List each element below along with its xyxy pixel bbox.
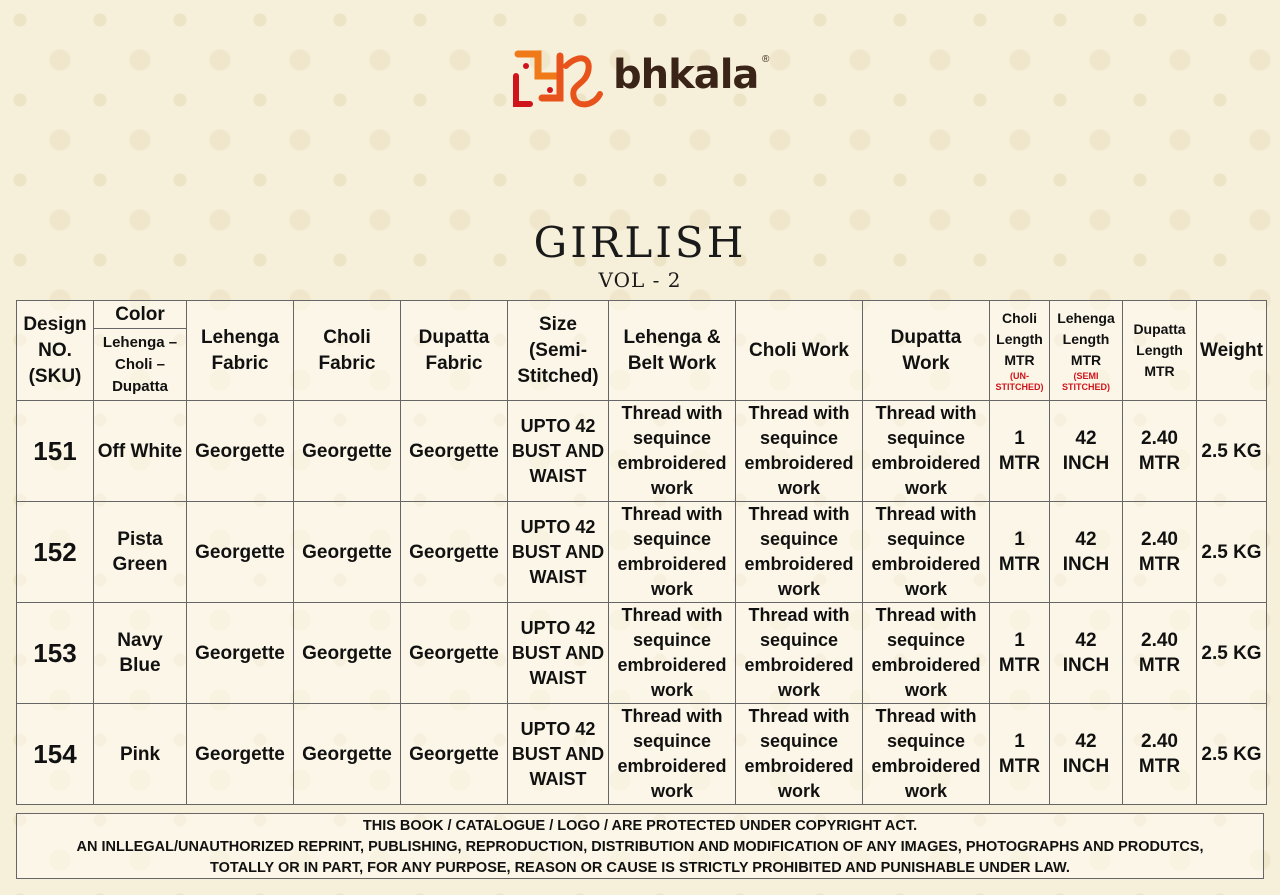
lehenga-work-cell: Thread with sequince embroidered work [609,704,736,805]
header-dupatta-fabric: Dupatta Fabric [401,301,508,401]
dupatta-work-cell: Thread with sequince embroidered work [863,603,990,704]
weight-cell: 2.5 KG [1197,603,1267,704]
choli-length-cell: 1 MTR [990,603,1050,704]
header-dupatta-length: Dupatta Length MTR [1123,301,1197,401]
table-row [17,401,1267,502]
header-choli-length [990,301,1050,401]
header-color: Color [94,301,187,329]
header-choli-length-label: Choli Length MTR [996,310,1043,368]
copyright-notice [16,813,1264,879]
header-size: Size (Semi-Stitched) [508,301,609,401]
lehenga-fabric-cell: Georgette [187,502,294,603]
choli-length-cell: 1 MTR [990,401,1050,502]
lehenga-length-cell: 42 INCH [1050,502,1123,603]
design-no-cell: 152 [17,502,94,603]
header-lehenga-length-label: Lehenga Length MTR [1057,310,1115,368]
lehenga-work-cell: Thread with sequince embroidered work [609,502,736,603]
choli-work-cell: Thread with sequince embroidered work [736,704,863,805]
dupatta-fabric-cell: Georgette [401,401,508,502]
copyright-line-3: TOTALLY OR IN PART, FOR ANY PURPOSE, REASON OR CAUSE IS STRICTLY PROHIBITED AND PUNISHABLE UNDER LAW. [210,860,1070,876]
registered-mark: ® [762,54,770,65]
spec-table [16,300,1267,805]
color-cell: Navy Blue [94,603,187,704]
table-row [17,603,1267,704]
collection-title: GIRLISH [533,218,747,267]
dupatta-length-cell: 2.40 MTR [1123,603,1197,704]
lehenga-fabric-cell: Georgette [187,704,294,805]
lehenga-fabric-cell: Georgette [187,603,294,704]
dupatta-fabric-cell: Georgette [401,502,508,603]
header-color-sub: Lehenga – Choli – Dupatta [94,329,187,401]
dupatta-length-cell: 2.40 MTR [1123,502,1197,603]
lehenga-length-cell: 42 INCH [1050,704,1123,805]
dupatta-work-cell: Thread with sequince embroidered work [863,401,990,502]
brand-logo [508,46,778,118]
size-cell: UPTO 42 BUST AND WAIST [508,603,609,704]
choli-work-cell: Thread with sequince embroidered work [736,401,863,502]
choli-fabric-cell: Georgette [294,603,401,704]
header-lehenga-length [1050,301,1123,401]
choli-work-cell: Thread with sequince embroidered work [736,502,863,603]
lehenga-length-cell: 42 INCH [1050,401,1123,502]
dupatta-work-cell: Thread with sequince embroidered work [863,502,990,603]
choli-fabric-cell: Georgette [294,704,401,805]
brand-name: bhkala [613,52,759,98]
dupatta-fabric-cell: Georgette [401,603,508,704]
lehenga-work-cell: Thread with sequince embroidered work [609,603,736,704]
color-cell: Off White [94,401,187,502]
lehenga-fabric-cell: Georgette [187,401,294,502]
choli-length-cell: 1 MTR [990,502,1050,603]
header-weight: Weight [1197,301,1267,401]
choli-fabric-cell: Georgette [294,502,401,603]
collection-subtitle: VOL - 2 [598,268,682,292]
header-choli-length-note: (UN-STITCHED) [995,371,1044,392]
dupatta-length-cell: 2.40 MTR [1123,704,1197,805]
swastik-logo-icon [508,46,608,118]
size-cell: UPTO 42 BUST AND WAIST [508,401,609,502]
choli-length-cell: 1 MTR [990,704,1050,805]
header-dupatta-work: Dupatta Work [863,301,990,401]
header-design-no: Design NO. (SKU) [17,301,94,401]
design-no-cell: 154 [17,704,94,805]
weight-cell: 2.5 KG [1197,401,1267,502]
design-no-cell: 151 [17,401,94,502]
lehenga-length-cell: 42 INCH [1050,603,1123,704]
design-no-cell: 153 [17,603,94,704]
table-row [17,704,1267,805]
choli-work-cell: Thread with sequince embroidered work [736,603,863,704]
dupatta-fabric-cell: Georgette [401,704,508,805]
table-row [17,502,1267,603]
dupatta-work-cell: Thread with sequince embroidered work [863,704,990,805]
weight-cell: 2.5 KG [1197,704,1267,805]
weight-cell: 2.5 KG [1197,502,1267,603]
color-cell: Pista Green [94,502,187,603]
copyright-line-1: THIS BOOK / CATALOGUE / LOGO / ARE PROTECTED UNDER COPYRIGHT ACT. [362,818,918,834]
size-cell: UPTO 42 BUST AND WAIST [508,502,609,603]
lehenga-work-cell: Thread with sequince embroidered work [609,401,736,502]
header-lehenga-work: Lehenga & Belt Work [609,301,736,401]
header-lehenga-length-note: (SEMI STITCHED) [1062,371,1110,392]
header-choli-fabric: Choli Fabric [294,301,401,401]
size-cell: UPTO 42 BUST AND WAIST [508,704,609,805]
choli-fabric-cell: Georgette [294,401,401,502]
header-lehenga-fabric: Lehenga Fabric [187,301,294,401]
copyright-line-2: AN INLLEGAL/UNAUTHORIZED REPRINT, PUBLISHING, REPRODUCTION, DISTRIBUTION AND MODIFICATION OF ANY IMAGES, PHOTOGRAPHS AND PRODUTCS, [76,839,1204,855]
color-cell: Pink [94,704,187,805]
dupatta-length-cell: 2.40 MTR [1123,401,1197,502]
header-choli-work: Choli Work [736,301,863,401]
